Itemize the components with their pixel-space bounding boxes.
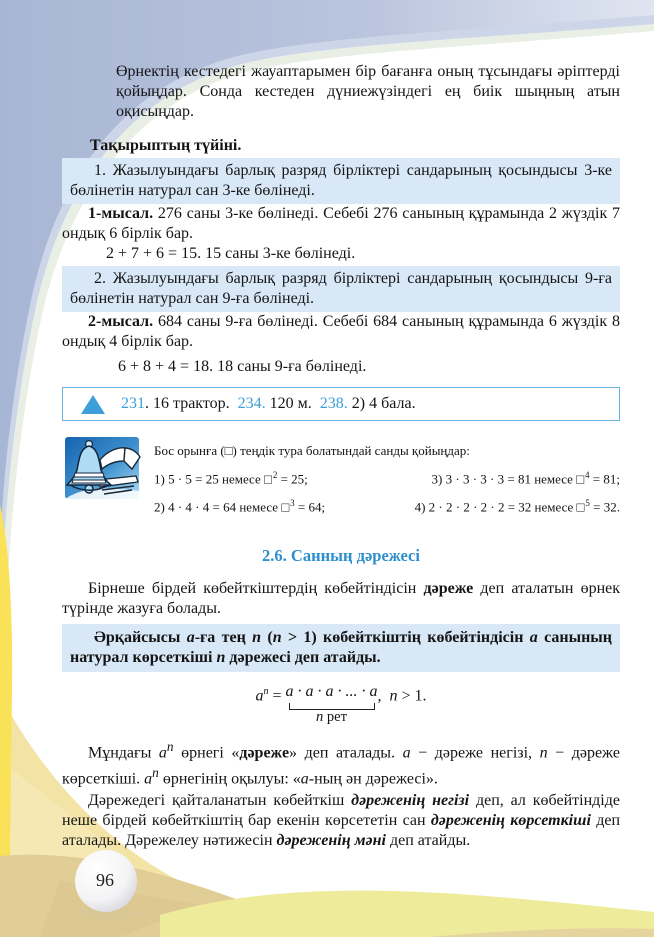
triangle-icon: [81, 395, 105, 414]
answer-number: 231: [121, 395, 145, 412]
answer-number: 234.: [237, 395, 266, 412]
oral-exercise-block: [62, 436, 620, 520]
formula-expansion: a · a · a · ... · a: [285, 682, 378, 700]
section-heading: 2.6. Санның дәрежесі: [262, 545, 420, 565]
example-2-label: 2-мысал.: [88, 313, 154, 330]
power-formula: $a^n = a \cdot a \cdot a$ · ... · a n рет , n > 1.: [255, 682, 427, 725]
exercise-task-3: 3) 3 · 3 · 3 · 3 = 81 немесе □$^4$ = 81;: [431, 470, 620, 487]
answer-text: 120 м.: [269, 395, 312, 412]
answer-number: 238.: [319, 395, 348, 412]
example-2-text: 684 саны 9-ға бөлінеді. Себебі 684 санының құрамында 6 жүздік 8 ондық 4 бірлік бар.: [62, 313, 620, 350]
bell-book-icon: [62, 436, 144, 506]
term-degree-base: дәреженің негізі: [351, 792, 470, 810]
example-1-label: 1-мысал.: [88, 205, 154, 222]
answer-text: 2) 4 бала.: [351, 395, 416, 412]
exercise-text: [154, 436, 620, 520]
answers-text: [121, 394, 424, 414]
answers-box: [62, 387, 620, 421]
term-darezhe: дәреже: [423, 579, 474, 597]
degree-explanation-paragraph: Мұндағы $a^n$ өрнегі «дәреже» деп аталады. a − дәреже негізі, n − дәреже көрсеткіші. $a^n$ өрнегінің оқылуы: «a-ның ән дәрежесі».: [62, 738, 620, 788]
divisibility-rule-3-box: 1. Жазылуындағы барлық разряд бірліктері сандарының қосындысы 3-ке бөлінетін натурал сан 3-ке бөлінеді.: [62, 158, 620, 204]
degree-terms-paragraph: Дәрежедегі қайталанатын көбейткіш дәреженің негізі деп, ал көбейтіндіде неше бірдей көбейткіштің бар екенін көрсететін сан дәреженің көрсеткіші деп аталады. Дәрежелеу нәтижесін дәреженің мәні деп атайды.: [62, 792, 621, 850]
exercise-task-4: 4) 2 · 2 · 2 · 2 · 2 = 32 немесе □$^5$ = 32.: [414, 498, 620, 515]
example-1-equation: 2 + 7 + 6 = 15. 15 саны 3-ке бөлінеді.: [106, 245, 356, 262]
degree-definition-box: Әрқайсысы a-ға тең n (n > 1) көбейткіштің көбейтіндісін a санының натурал көрсеткіші n дәрежесі деп атайды.: [62, 624, 620, 672]
topic-summary-heading: Тақырыптың түйіні.: [90, 137, 242, 154]
section-lead-paragraph: Бірнеше бірдей көбейткіштердің көбейтіндісін дәреже деп аталатын өрнек түрінде жазуға болады.: [62, 579, 621, 617]
page-content: [62, 62, 620, 851]
example-1-paragraph: [62, 204, 620, 244]
underbrace-label: n рет: [316, 708, 347, 725]
exercise-task-1: 1) 5 · 5 = 25 немесе □$^2$ = 25;: [154, 470, 308, 487]
example-1-text: 276 саны 3-ке бөлінеді. Себебі 276 санының құрамында 2 жүздік 7 ондық 6 бірлік бар.: [62, 205, 620, 242]
page-number: 96: [96, 870, 114, 890]
example-2-equation: 6 + 8 + 4 = 18. 18 саны 9-ға бөлінеді.: [118, 358, 367, 375]
term-degree-value: дәреженің мәні: [276, 832, 386, 850]
divisibility-rule-9-box: 2. Жазылуындағы барлық разряд бірліктері сандарының қосындысы 9-ға бөлінетін натурал сан 9-ға бөлінеді.: [62, 266, 620, 312]
exercise-line-2: [154, 491, 620, 519]
answer-text: . 16 трактор.: [145, 395, 230, 412]
example-2-paragraph: [62, 312, 620, 352]
term-degree-exponent: дәреженің көрсеткіші: [430, 812, 591, 830]
exercise-line-1: [154, 463, 620, 491]
exercise-intro: Бос орынға (□) теңдік тура болатындай санды қойыңдар:: [154, 443, 470, 458]
intro-paragraph: Өрнектің кестедегі жауаптарымен бір бағанға оның тұсындағы әріптерді қойыңдар. Сонда кестеден дүниежүзіндегі ең биік шыңның атын оқисыңдар.: [116, 63, 620, 120]
exercise-task-2: 2) 4 · 4 · 4 = 64 немесе □$^3$ = 64;: [154, 498, 326, 515]
